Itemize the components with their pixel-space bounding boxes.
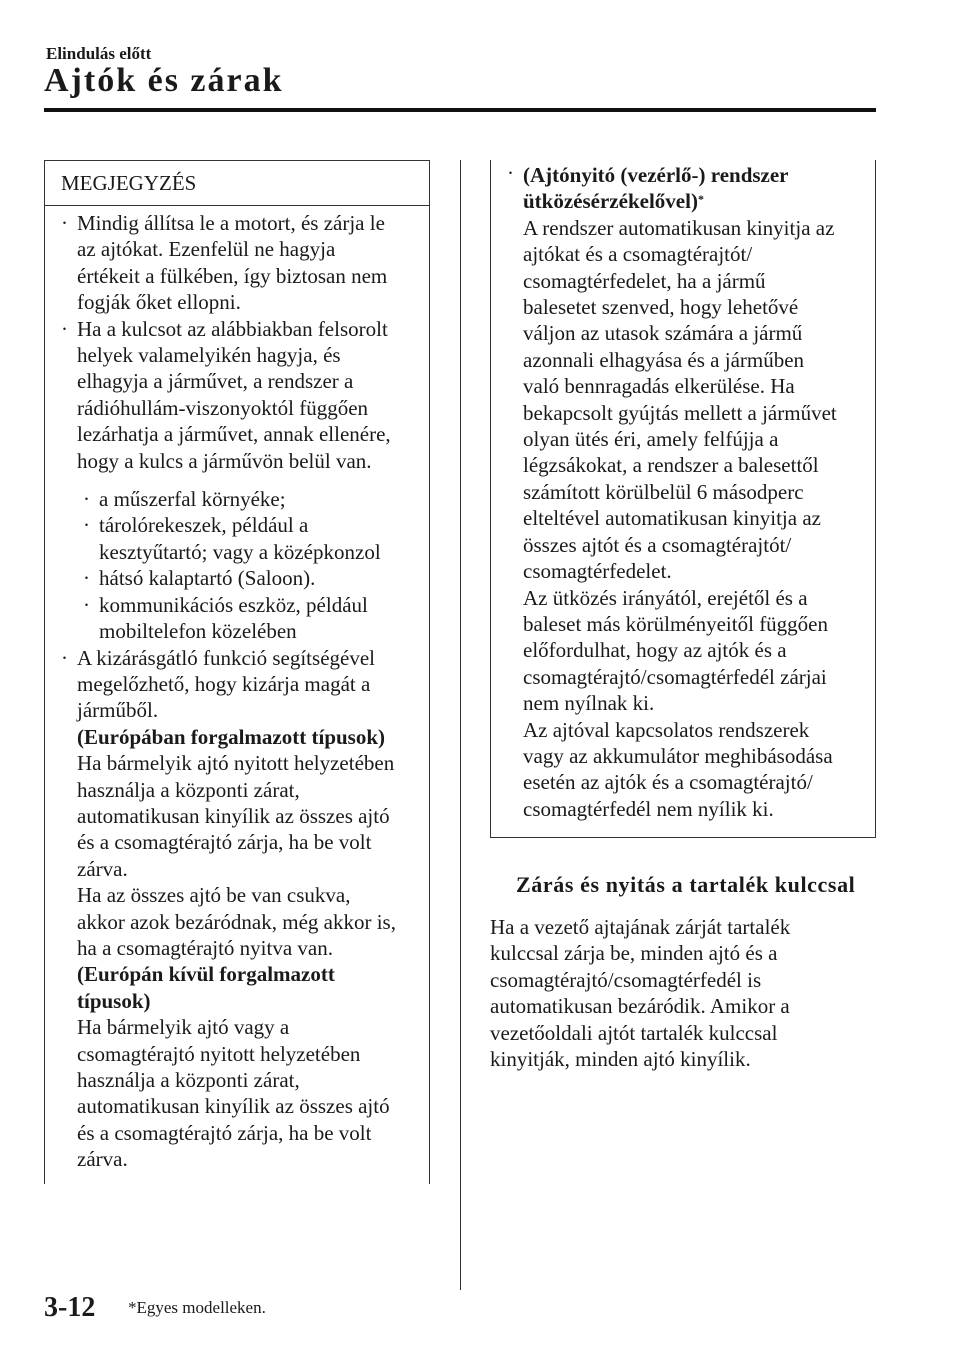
line: előfordulhat, hogy az ajtók és a bbox=[523, 638, 787, 663]
spare-key-heading: Zárás és nyitás a tartalék kulccsal bbox=[516, 872, 856, 897]
title-rule bbox=[44, 108, 876, 112]
line: csomagtérfedelet, ha a jármű bbox=[523, 268, 766, 293]
line: helyek valamelyikén hagyja, és bbox=[77, 343, 341, 368]
bullet-dot: · bbox=[507, 161, 514, 185]
line: ajtókat és a csomagtérajtót/ bbox=[523, 242, 753, 267]
line: mobiltelefon közelében bbox=[99, 619, 297, 644]
note-subitem bbox=[59, 565, 419, 591]
line: A rendszer automatikusan kinyitja az bbox=[523, 215, 835, 240]
line: zárva. bbox=[77, 1147, 128, 1172]
crash-bullet bbox=[505, 160, 867, 822]
note-body bbox=[45, 206, 429, 1173]
line: automatikusan bezáródik. Amikor a bbox=[490, 994, 790, 1019]
line: és a csomagtérajtó zárja, ha be volt bbox=[77, 1120, 372, 1145]
note-bullet-2 bbox=[59, 316, 419, 474]
line: elteltével automatikusan kinyitja az bbox=[523, 506, 821, 531]
line: fogják őket ellopni. bbox=[77, 290, 241, 315]
note-bullet-1 bbox=[59, 210, 419, 316]
line: csomagtérfedelet. bbox=[523, 559, 672, 584]
line: Ha bármelyik ajtó nyitott helyzetében bbox=[77, 751, 395, 776]
spare-key-paragraph bbox=[490, 914, 876, 1072]
bullet-dot: · bbox=[61, 211, 68, 235]
europe-heading: (Európában forgalmazott típusok) bbox=[77, 724, 386, 749]
line: Ha bármelyik ajtó vagy a bbox=[77, 1015, 290, 1040]
line: csomagtérajtó/csomagtérfedél is bbox=[490, 967, 762, 992]
line: hogy a kulcs a járművön belül van. bbox=[77, 448, 372, 473]
line: használja a központi zárat, bbox=[77, 1068, 300, 1092]
line: azonnali elhagyása és a járműben bbox=[523, 347, 805, 372]
line: Ha a kulcsot az alábbiakban felsorolt bbox=[77, 316, 388, 341]
line: kesztyűtartó; vagy a középkonzol bbox=[99, 539, 381, 564]
bullet-dot: · bbox=[83, 513, 90, 538]
line: összes ajtót és a csomagtérajtót/ bbox=[523, 532, 792, 557]
line: A kizárásgátló funkció segítségével bbox=[77, 645, 375, 670]
line: kulccsal zárja be, minden ajtó és a bbox=[490, 941, 778, 966]
crash-note-box bbox=[490, 160, 876, 838]
line: tárolórekeszek, például a bbox=[99, 513, 309, 538]
page-number: 3-12 bbox=[44, 1292, 96, 1323]
line: vezetőoldali ajtót tartalék kulccsal bbox=[490, 1020, 778, 1045]
line: való bennragadás elkerülése. Ha bbox=[523, 374, 795, 399]
line: zárva. bbox=[77, 856, 128, 881]
line: számított körülbelül 6 másodperc bbox=[523, 479, 804, 504]
crash-heading bbox=[523, 188, 867, 214]
line: automatikusan kinyílik az összes ajtó bbox=[77, 803, 390, 828]
line: lezárhatja a járművet, annak ellenére, bbox=[77, 422, 391, 447]
bullet-dot: · bbox=[83, 487, 90, 512]
line: csomagtérajtó nyitott helyzetében bbox=[77, 1041, 361, 1066]
line: vagy az akkumulátor meghibásodása bbox=[523, 743, 833, 768]
crash-heading: (Ajtónyitó (vezérlő-) rendszer bbox=[523, 163, 789, 187]
line: járműből. bbox=[77, 698, 159, 723]
line: ha a csomagtérajtó nyitva van. bbox=[77, 935, 333, 960]
line: baleset más körülményeitől függően bbox=[523, 611, 829, 636]
line: olyan ütés éri, amely felfújja a bbox=[523, 427, 779, 452]
note-heading: MEGJEGYZÉS bbox=[45, 161, 429, 206]
line: kinyitják, minden ajtó kinyílik. bbox=[490, 1047, 751, 1072]
line: és a csomagtérajtó zárja, ha be volt bbox=[77, 830, 372, 855]
bullet-dot: · bbox=[61, 645, 68, 670]
page-title: Ajtók és zárak bbox=[44, 62, 284, 99]
footnote: *Egyes modelleken. bbox=[128, 1298, 266, 1317]
line: Mindig állítsa le a motort, és zárja le bbox=[77, 211, 385, 235]
note-bullet-3 bbox=[59, 645, 419, 1173]
line: esetén az ajtók és a csomagtérajtó/ bbox=[523, 770, 813, 795]
crash-heading-text: ütközésérzékelővel) bbox=[523, 189, 698, 214]
line: Ha a vezető ajtajának zárját tartalék bbox=[490, 915, 791, 939]
asterisk-mark: * bbox=[697, 192, 704, 207]
bullet-dot: · bbox=[83, 592, 90, 617]
line: a műszerfal környéke; bbox=[99, 487, 286, 512]
bullet-dot: · bbox=[83, 566, 90, 591]
line: az ajtókat. Ezenfelül ne hagyja bbox=[77, 237, 336, 262]
line: balesetet szenved, hogy lehetővé bbox=[523, 295, 799, 320]
line: értékeit a fülkében, így biztosan nem bbox=[77, 263, 388, 288]
line: kommunikációs eszköz, például bbox=[99, 592, 368, 617]
line: csomagtérfedél nem nyílik ki. bbox=[523, 796, 774, 821]
note-subitem bbox=[59, 592, 419, 645]
line: akkor azok bezáródnak, még akkor is, bbox=[77, 909, 396, 934]
non-europe-heading: (Európán kívül forgalmazott bbox=[77, 962, 335, 987]
line: bekapcsolt gyújtás mellett a járművet bbox=[523, 400, 837, 425]
line: váljon az utasok számára a jármű bbox=[523, 321, 803, 346]
line: megelőzhető, hogy kizárja magát a bbox=[77, 671, 371, 696]
line: hátsó kalaptartó (Saloon). bbox=[99, 566, 316, 591]
spacer bbox=[59, 474, 419, 486]
non-europe-heading: típusok) bbox=[77, 988, 151, 1013]
bullet-dot: · bbox=[61, 316, 68, 341]
line: rádióhullám-viszonyoktól függően bbox=[77, 395, 369, 420]
line: elhagyja a járművet, a rendszer a bbox=[77, 369, 354, 394]
line: csomagtérajtó/csomagtérfedél zárjai bbox=[523, 664, 827, 689]
line: Az ajtóval kapcsolatos rendszerek bbox=[523, 717, 810, 742]
line: használja a központi zárat, bbox=[77, 777, 300, 802]
note-box bbox=[44, 160, 430, 1184]
line: nem nyílnak ki. bbox=[523, 691, 655, 716]
section-label: Elindulás előtt bbox=[46, 44, 152, 63]
line: Az ütközés irányától, erejétől és a bbox=[523, 585, 808, 610]
line: automatikusan kinyílik az összes ajtó bbox=[77, 1094, 390, 1119]
note-subitem bbox=[59, 486, 419, 512]
note-subitem bbox=[59, 512, 419, 565]
line: légzsákokat, a rendszer a balesettől bbox=[523, 453, 819, 478]
line: Ha az összes ajtó be van csukva, bbox=[77, 883, 351, 908]
column-divider bbox=[460, 160, 461, 1290]
